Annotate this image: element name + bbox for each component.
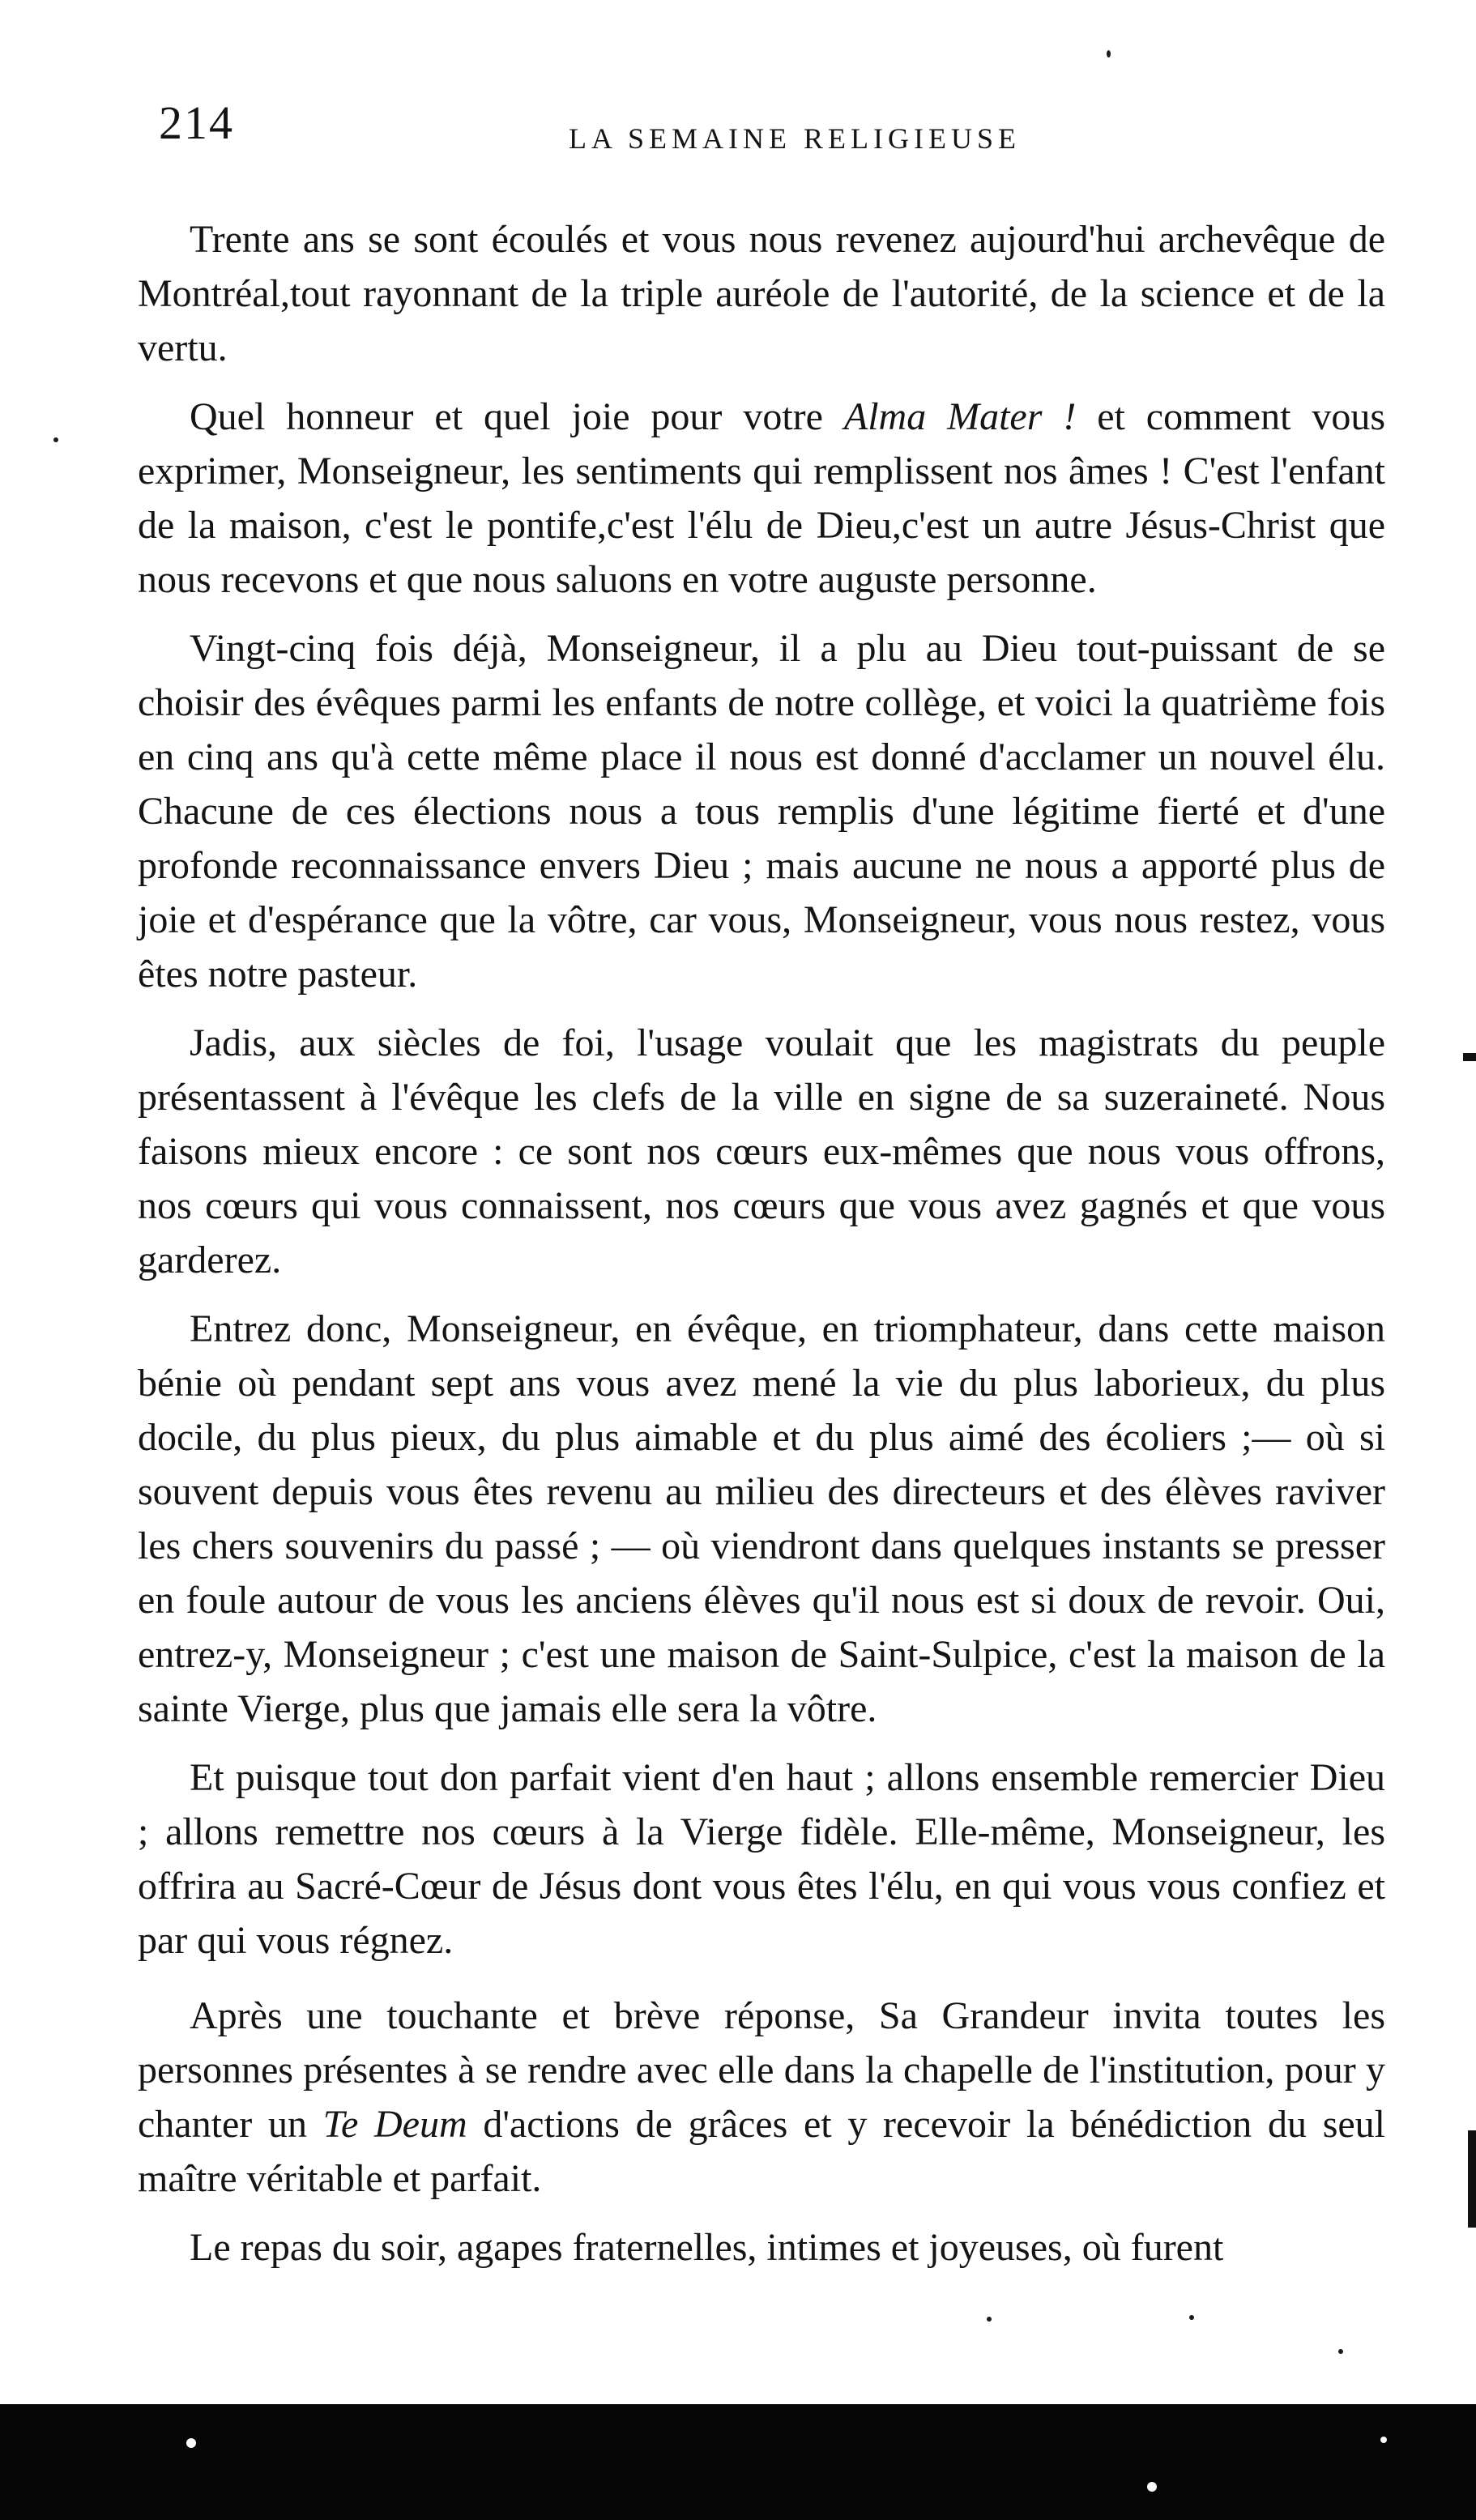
paragraph-1: Trente ans se sont écoulés et vous nous revenez aujourd'hui archevêque de Montréal,tout rayonnant de la triple auréole de l'autorité, de la science et de la vertu. xyxy=(138,218,1385,369)
page-number: 214 xyxy=(159,96,234,149)
body-text xyxy=(138,212,1385,2289)
scan-speck xyxy=(1189,2315,1194,2320)
paragraph-2 xyxy=(138,390,1385,607)
paragraph-3: Vingt-cinq fois déjà, Monseigneur, il a plu au Dieu tout-puissant de se choisir des évêques parmi les enfants de notre collège, et voici la quatrième fois en cinq ans qu'à cette même place il nous est donné d'acclamer un nouvel élu. Chacune de ces élections nous a tous remplis d'une légitime fierté et d'une profonde reconnaissance envers Dieu ; mais aucune ne nous a apporté plus de joie et d'espérance que la vôtre, car vous, Monseigneur, vous nous restez, vous êtes notre pasteur. xyxy=(138,627,1385,996)
scan-bottom-edge xyxy=(0,2404,1476,2520)
paragraph-7-text-a: Après une touchante et brève réponse, Sa Grandeur invita toutes les personnes présentes à se rendre avec elle dans la chapelle de l'institution, pour y chanter un xyxy=(138,1994,1385,2146)
paragraph-6: Et puisque tout don parfait vient d'en haut ; allons ensemble remercier Dieu ; allons remettre nos cœurs à la Vierge fidèle. Elle-même, Monseigneur, les offrira au Sacré-Cœur de Jésus dont vous êtes l'élu, en qui vous vous confiez et par qui vous régnez. xyxy=(138,1756,1385,1962)
scan-speck xyxy=(1107,50,1111,58)
scan-edge-dot xyxy=(186,2438,196,2448)
scan-edge-dot xyxy=(1147,2482,1157,2492)
paragraph-8: Le repas du soir, agapes fraternelles, intimes et joyeuses, où furent xyxy=(190,2226,1224,2269)
paragraph-2-text-b: et comment vous exprimer, Monseigneur, les sentiments qui remplissent nos âmes ! C'est l'enfant de la maison, c'est le pontife,c'est l'élu de Dieu,c'est un autre Jésus-Christ que nous recevons et que nous saluons en votre auguste personne. xyxy=(138,395,1386,601)
scan-edge-mark xyxy=(1463,1053,1476,1061)
paragraph-2-italic: Alma Mater ! xyxy=(843,395,1077,438)
scan-edge-dot xyxy=(1380,2437,1387,2443)
running-title: LA SEMAINE RELIGIEUSE xyxy=(569,122,1021,155)
paragraph-7-text-b: d'actions de grâces et y recevoir la bénédiction du seul maître véritable et parfait. xyxy=(138,2103,1386,2200)
paragraph-5: Entrez donc, Monseigneur, en évêque, en triomphateur, dans cette maison bénie où pendant sept ans vous avez mené la vie du plus laborieux, du plus docile, du plus pieux, du plus aimable et du plus aimé des écoliers ;— où si souvent depuis vous êtes revenu au milieu des directeurs et des élèves raviver les chers souvenirs du passé ; — où viendront dans quelques instants se presser en foule autour de vous les anciens élèves qu'il nous est si doux de revoir. Oui, entrez-y, Monseigneur ; c'est une maison de Saint-Sulpice, c'est la maison de la sainte Vierge, plus que jamais elle sera la vôtre. xyxy=(138,1307,1385,1730)
scan-speck xyxy=(987,2317,992,2322)
paragraph-2-text-a: Quel honneur et quel joie pour votre xyxy=(190,395,844,438)
paragraph-4: Jadis, aux siècles de foi, l'usage voulait que les magistrats du peuple présentassent à l'évêque les clefs de la ville en signe de sa suzeraineté. Nous faisons mieux encore : ce sont nos cœurs eux-mêmes que nous vous offrons, nos cœurs qui vous connaissent, nos cœurs que vous avez gagnés et que vous garderez. xyxy=(138,1021,1385,1281)
scan-speck xyxy=(1338,2349,1343,2354)
paragraph-7-italic: Te Deum xyxy=(322,2103,467,2146)
paragraph-7 xyxy=(138,1989,1385,2206)
scan-speck xyxy=(53,437,58,442)
scan-edge-mark xyxy=(1468,2130,1476,2228)
